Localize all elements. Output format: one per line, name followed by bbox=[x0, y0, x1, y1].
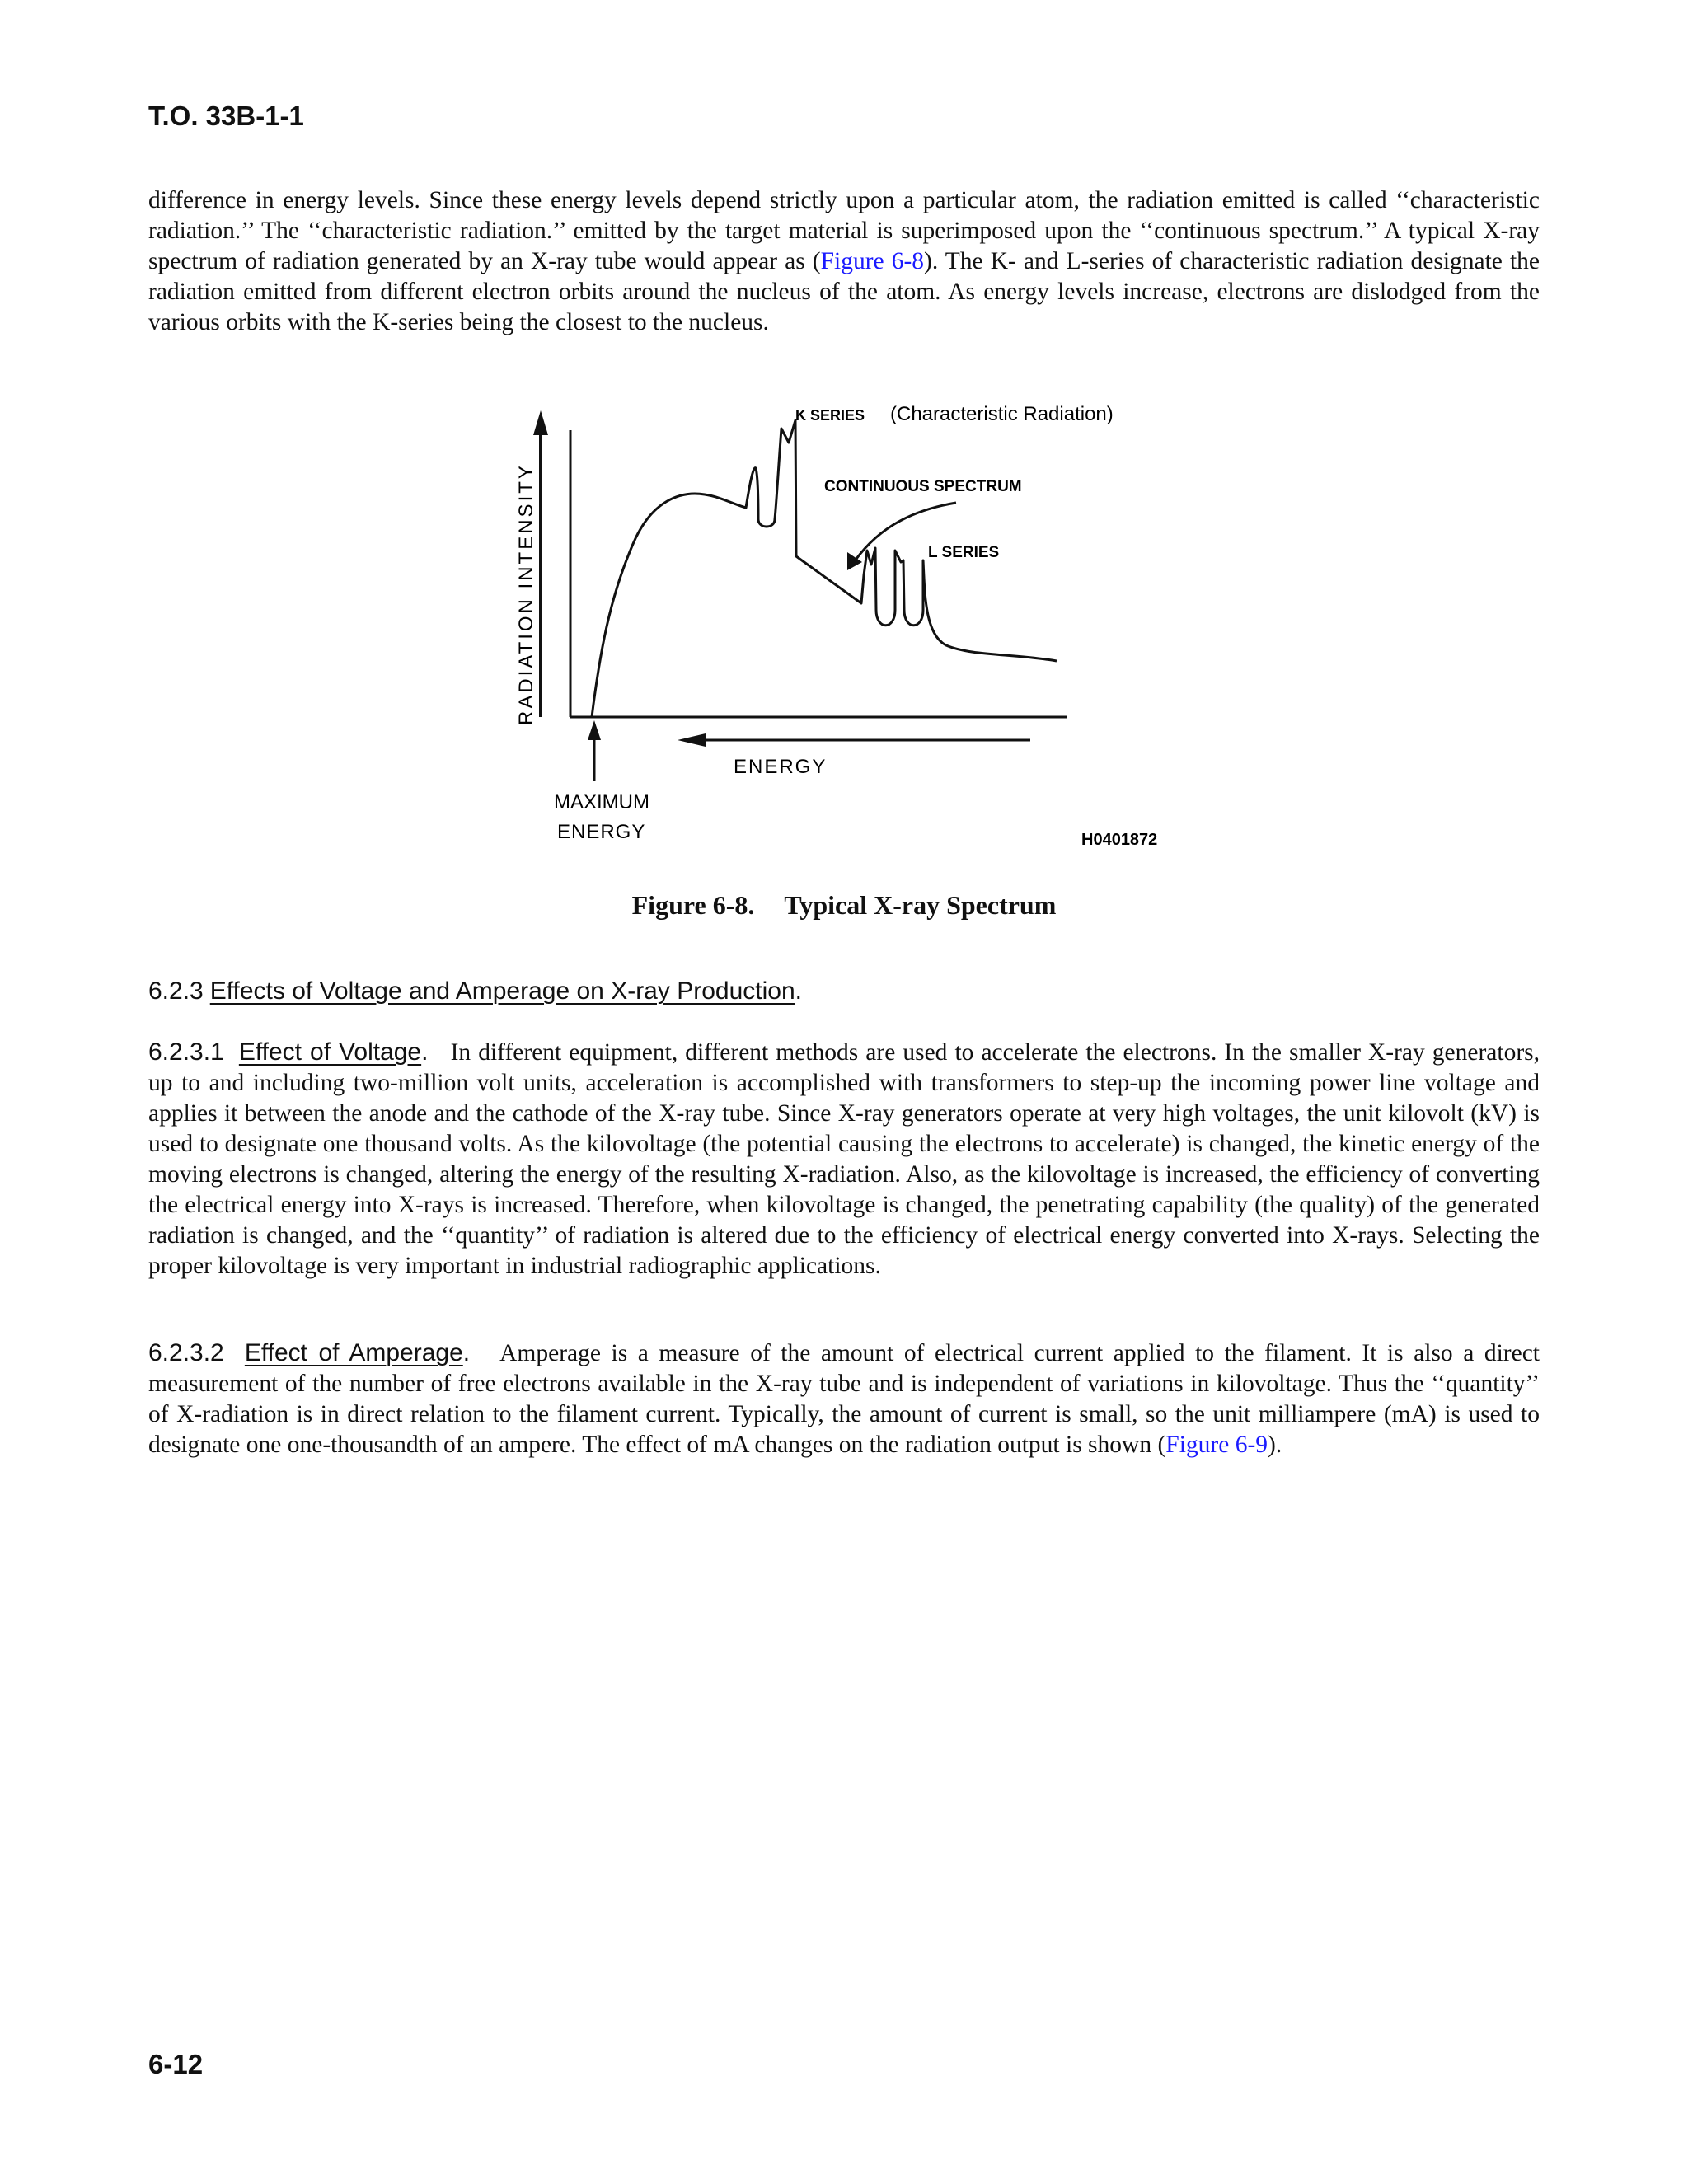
intro-text-2: ). The K- and L-series of characteristic radiation designate the radiation emitted from different electron orbits around the nucleus of the atom. As energy levels increase, electrons are dislodged from the various orbits with the K-series being the closest to the nucleus. bbox=[148, 248, 1540, 335]
max-energy-arrowhead bbox=[588, 720, 601, 740]
subsection-title: Effect of Amperage bbox=[244, 1339, 463, 1366]
section-6-2-3-1 bbox=[148, 1037, 1540, 1282]
intro-paragraph bbox=[148, 185, 1540, 338]
subsection-dot: . bbox=[421, 1038, 429, 1066]
energy-label: ENERGY bbox=[734, 756, 828, 778]
subsection-text-2: ). bbox=[1268, 1432, 1282, 1458]
maximum-label: MAXIMUM bbox=[554, 791, 649, 813]
k-series-note: (Characteristic Radiation) bbox=[890, 403, 1114, 425]
section-6-2-3-2 bbox=[148, 1338, 1540, 1460]
document-id-header: T.O. 33B-1-1 bbox=[148, 101, 304, 131]
section-title: Effects of Voltage and Amperage on X-ray Production bbox=[209, 977, 795, 1005]
xray-spectrum-figure bbox=[495, 387, 1179, 865]
caption-number: Figure 6-8. bbox=[631, 890, 755, 920]
intro-text-1: difference in energy levels. Since these energy levels depend strictly upon a particular atom, the radiation emitted is called ‘‘characteristic radiation.’’ The ‘‘characteristic radiation.’’ emitted by the target material is superimposed upon the ‘‘continuous spectrum.’’ A typical X-ray spectrum of radiation generated by an X-ray tube would appear as ( bbox=[148, 187, 1540, 274]
figure-id: H0401872 bbox=[1081, 831, 1158, 849]
figure-6-8-link[interactable]: Figure 6-8 bbox=[820, 248, 925, 274]
max-energy-label: ENERGY bbox=[557, 821, 646, 843]
section-dot: . bbox=[795, 977, 802, 1005]
subsection-text-1: Amperage is a measure of the amount of electrical current applied to the filament. It is also a direct measurement of the number of free electrons available in the X-ray tube and is independent of variations in kilovoltage. Thus the ‘‘quantity’’ of X-radiation is in direct relation to the filament current. Typically, the amount of current is small, so the unit milliampere (mA) is used to designate one one-thousandth of an ampere. The effect of mA changes on the radiation output is shown ( bbox=[148, 1340, 1540, 1458]
energy-arrowhead bbox=[678, 733, 706, 747]
continuous-spectrum-label: CONTINUOUS SPECTRUM bbox=[824, 478, 1022, 495]
k-series-label: K SERIES bbox=[795, 407, 865, 424]
figure-caption bbox=[0, 890, 1688, 921]
subsection-number: 6.2.3.2 bbox=[148, 1339, 224, 1366]
subsection-number: 6.2.3.1 bbox=[148, 1038, 224, 1066]
subsection-dot: . bbox=[462, 1339, 471, 1366]
y-axis-label: RADIATION INTENSITY bbox=[515, 463, 537, 725]
spectrum-curve bbox=[592, 420, 1057, 717]
y-axis-arrowhead bbox=[533, 410, 548, 435]
page-number: 6-12 bbox=[148, 2049, 204, 2079]
l-series-label: L SERIES bbox=[928, 544, 1000, 561]
figure-6-9-link[interactable]: Figure 6-9 bbox=[1165, 1432, 1268, 1458]
section-6-2-3-heading bbox=[148, 977, 802, 1005]
section-number: 6.2.3 bbox=[148, 977, 204, 1005]
subsection-title: Effect of Voltage bbox=[238, 1038, 422, 1066]
caption-title: Typical X-ray Spectrum bbox=[784, 890, 1057, 920]
subsection-text: In different equipment, different methods are used to accelerate the electrons. In the smaller X-ray generators, up to and including two-million volt units, acceleration is accomplished with transformers to step-up the incoming power line voltage and applies it between the anode and the cathode of the X-ray tube. Since X-ray generators operate at very high voltages, the unit kilovolt (kV) is used to designate one thousand volts. As the kilovoltage (the potential causing the electrons to accelerate) is changed, the kinetic energy of the moving electrons is changed, altering the energy of the resulting X-radiation. Also, as the kilovoltage is increased, the efficiency of converting the electrical energy into X-rays is increased. Therefore, when kilovoltage is changed, the penetrating capability (the quality) of the generated radiation is changed, and the ‘‘quantity’’ of radiation is altered due to the efficiency of electrical energy converted into X-rays. Selecting the proper kilovoltage is very important in industrial radiographic applications. bbox=[148, 1039, 1540, 1279]
